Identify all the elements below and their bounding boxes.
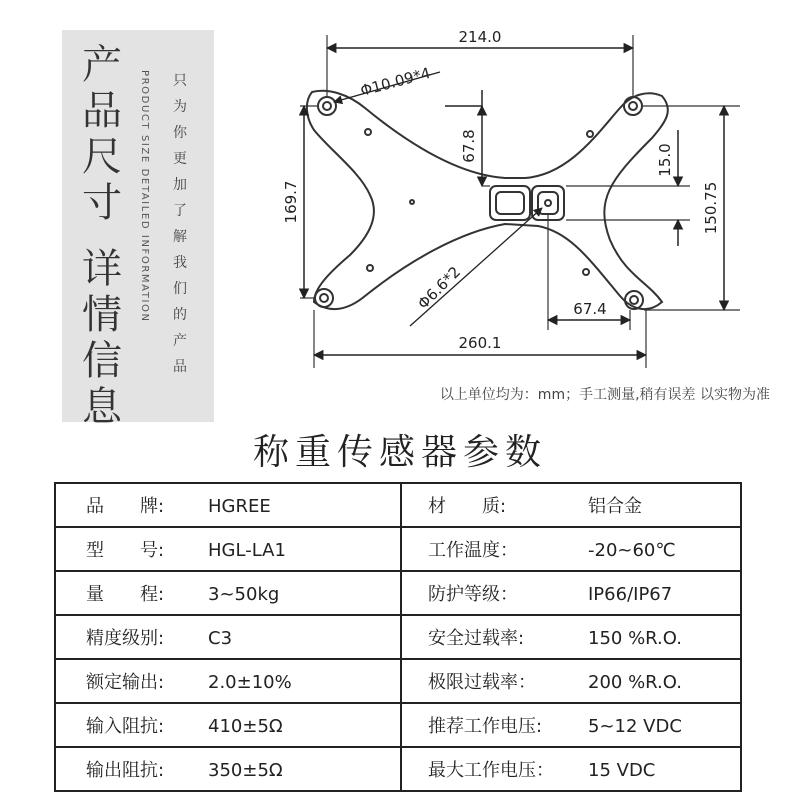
- param-label: 量 程:: [86, 584, 165, 605]
- param-value: 15 VDC: [588, 760, 656, 781]
- table-row: [55, 703, 741, 747]
- dim-small-height: 15.0: [656, 143, 674, 177]
- param-value: HGL-LA1: [208, 540, 286, 561]
- param-value: 150 %R.O.: [588, 628, 682, 649]
- side-subtitle: 只为你更加了解我们的产品: [173, 73, 187, 375]
- params-table: [54, 482, 742, 792]
- table-row: [55, 747, 741, 791]
- param-cell-left: [55, 527, 401, 571]
- param-label: 输入阻抗:: [86, 716, 165, 737]
- param-cell-right: [401, 615, 741, 659]
- param-value: IP66/IP67: [588, 584, 673, 605]
- param-label: 品 牌:: [86, 496, 165, 517]
- load-cell-block: [490, 186, 564, 220]
- dim-hole-large: Φ10.09*4: [358, 63, 433, 100]
- measurement-note: 以上单位均为：mm；手工测量,稍有误差 以实物为准: [439, 387, 770, 403]
- dim-hole-small: Φ6.6*2: [414, 262, 465, 313]
- side-english-caption: PRODUCT SIZE DETAILED INFORMATION: [139, 70, 150, 323]
- param-value: HGREE: [208, 496, 271, 517]
- param-value: 350±5Ω: [208, 760, 283, 781]
- mounting-holes: [315, 97, 643, 309]
- table-row: [55, 527, 741, 571]
- table-row: [55, 571, 741, 615]
- param-label: 推荐工作电压:: [428, 716, 543, 737]
- param-cell-right: [401, 527, 741, 571]
- table-row: [55, 483, 741, 527]
- param-value: 410±5Ω: [208, 716, 283, 737]
- param-label: 输出阻抗:: [86, 760, 165, 781]
- param-label: 工作温度：: [428, 540, 518, 561]
- table-row: [55, 659, 741, 703]
- param-cell-right: [401, 483, 741, 527]
- param-label: 安全过载率:: [428, 628, 525, 649]
- param-cell-right: [401, 703, 741, 747]
- param-cell-left: [55, 659, 401, 703]
- param-cell-right: [401, 659, 741, 703]
- plate-outline: [307, 91, 668, 309]
- side-panel: [62, 30, 214, 430]
- param-label: 防护等级：: [428, 584, 518, 605]
- dim-right-height: 150.75: [702, 181, 720, 235]
- param-cell-left: [55, 703, 401, 747]
- param-cell-left: [55, 571, 401, 615]
- param-value: C3: [208, 628, 233, 649]
- param-label: 型 号:: [86, 540, 165, 561]
- param-value: -20~60℃: [588, 540, 676, 561]
- param-value: 5~12 VDC: [588, 716, 682, 737]
- param-value: 铝合金: [588, 496, 642, 517]
- dim-center-width: 67.4: [573, 300, 607, 318]
- section-title: 称重传感器参数: [252, 432, 547, 473]
- dimension-drawing: [270, 10, 780, 380]
- param-label: 额定输出:: [86, 672, 165, 693]
- param-cell-left: [55, 747, 401, 791]
- dim-upper-offset: 67.8: [460, 129, 478, 163]
- param-label: 极限过载率：: [428, 672, 536, 693]
- param-value: 3~50kg: [208, 584, 280, 605]
- dim-top-width: 214.0: [458, 28, 502, 46]
- param-label: 材 质:: [428, 496, 507, 517]
- param-cell-right: [401, 747, 741, 791]
- param-value: 2.0±10%: [208, 672, 292, 693]
- side-main-title-2: 详情信息: [82, 246, 122, 430]
- side-main-title-1: 产品尺寸: [82, 42, 122, 226]
- param-cell-right: [401, 571, 741, 615]
- param-label: 精度级别:: [86, 628, 165, 649]
- dim-left-height: 169.7: [282, 180, 300, 224]
- side-main-title: [76, 42, 128, 430]
- param-cell-left: [55, 615, 401, 659]
- param-value: 200 %R.O.: [588, 672, 682, 693]
- param-label: 最大工作电压：: [428, 760, 554, 781]
- dim-bottom-width: 260.1: [458, 334, 502, 352]
- table-row: [55, 615, 741, 659]
- param-cell-left: [55, 483, 401, 527]
